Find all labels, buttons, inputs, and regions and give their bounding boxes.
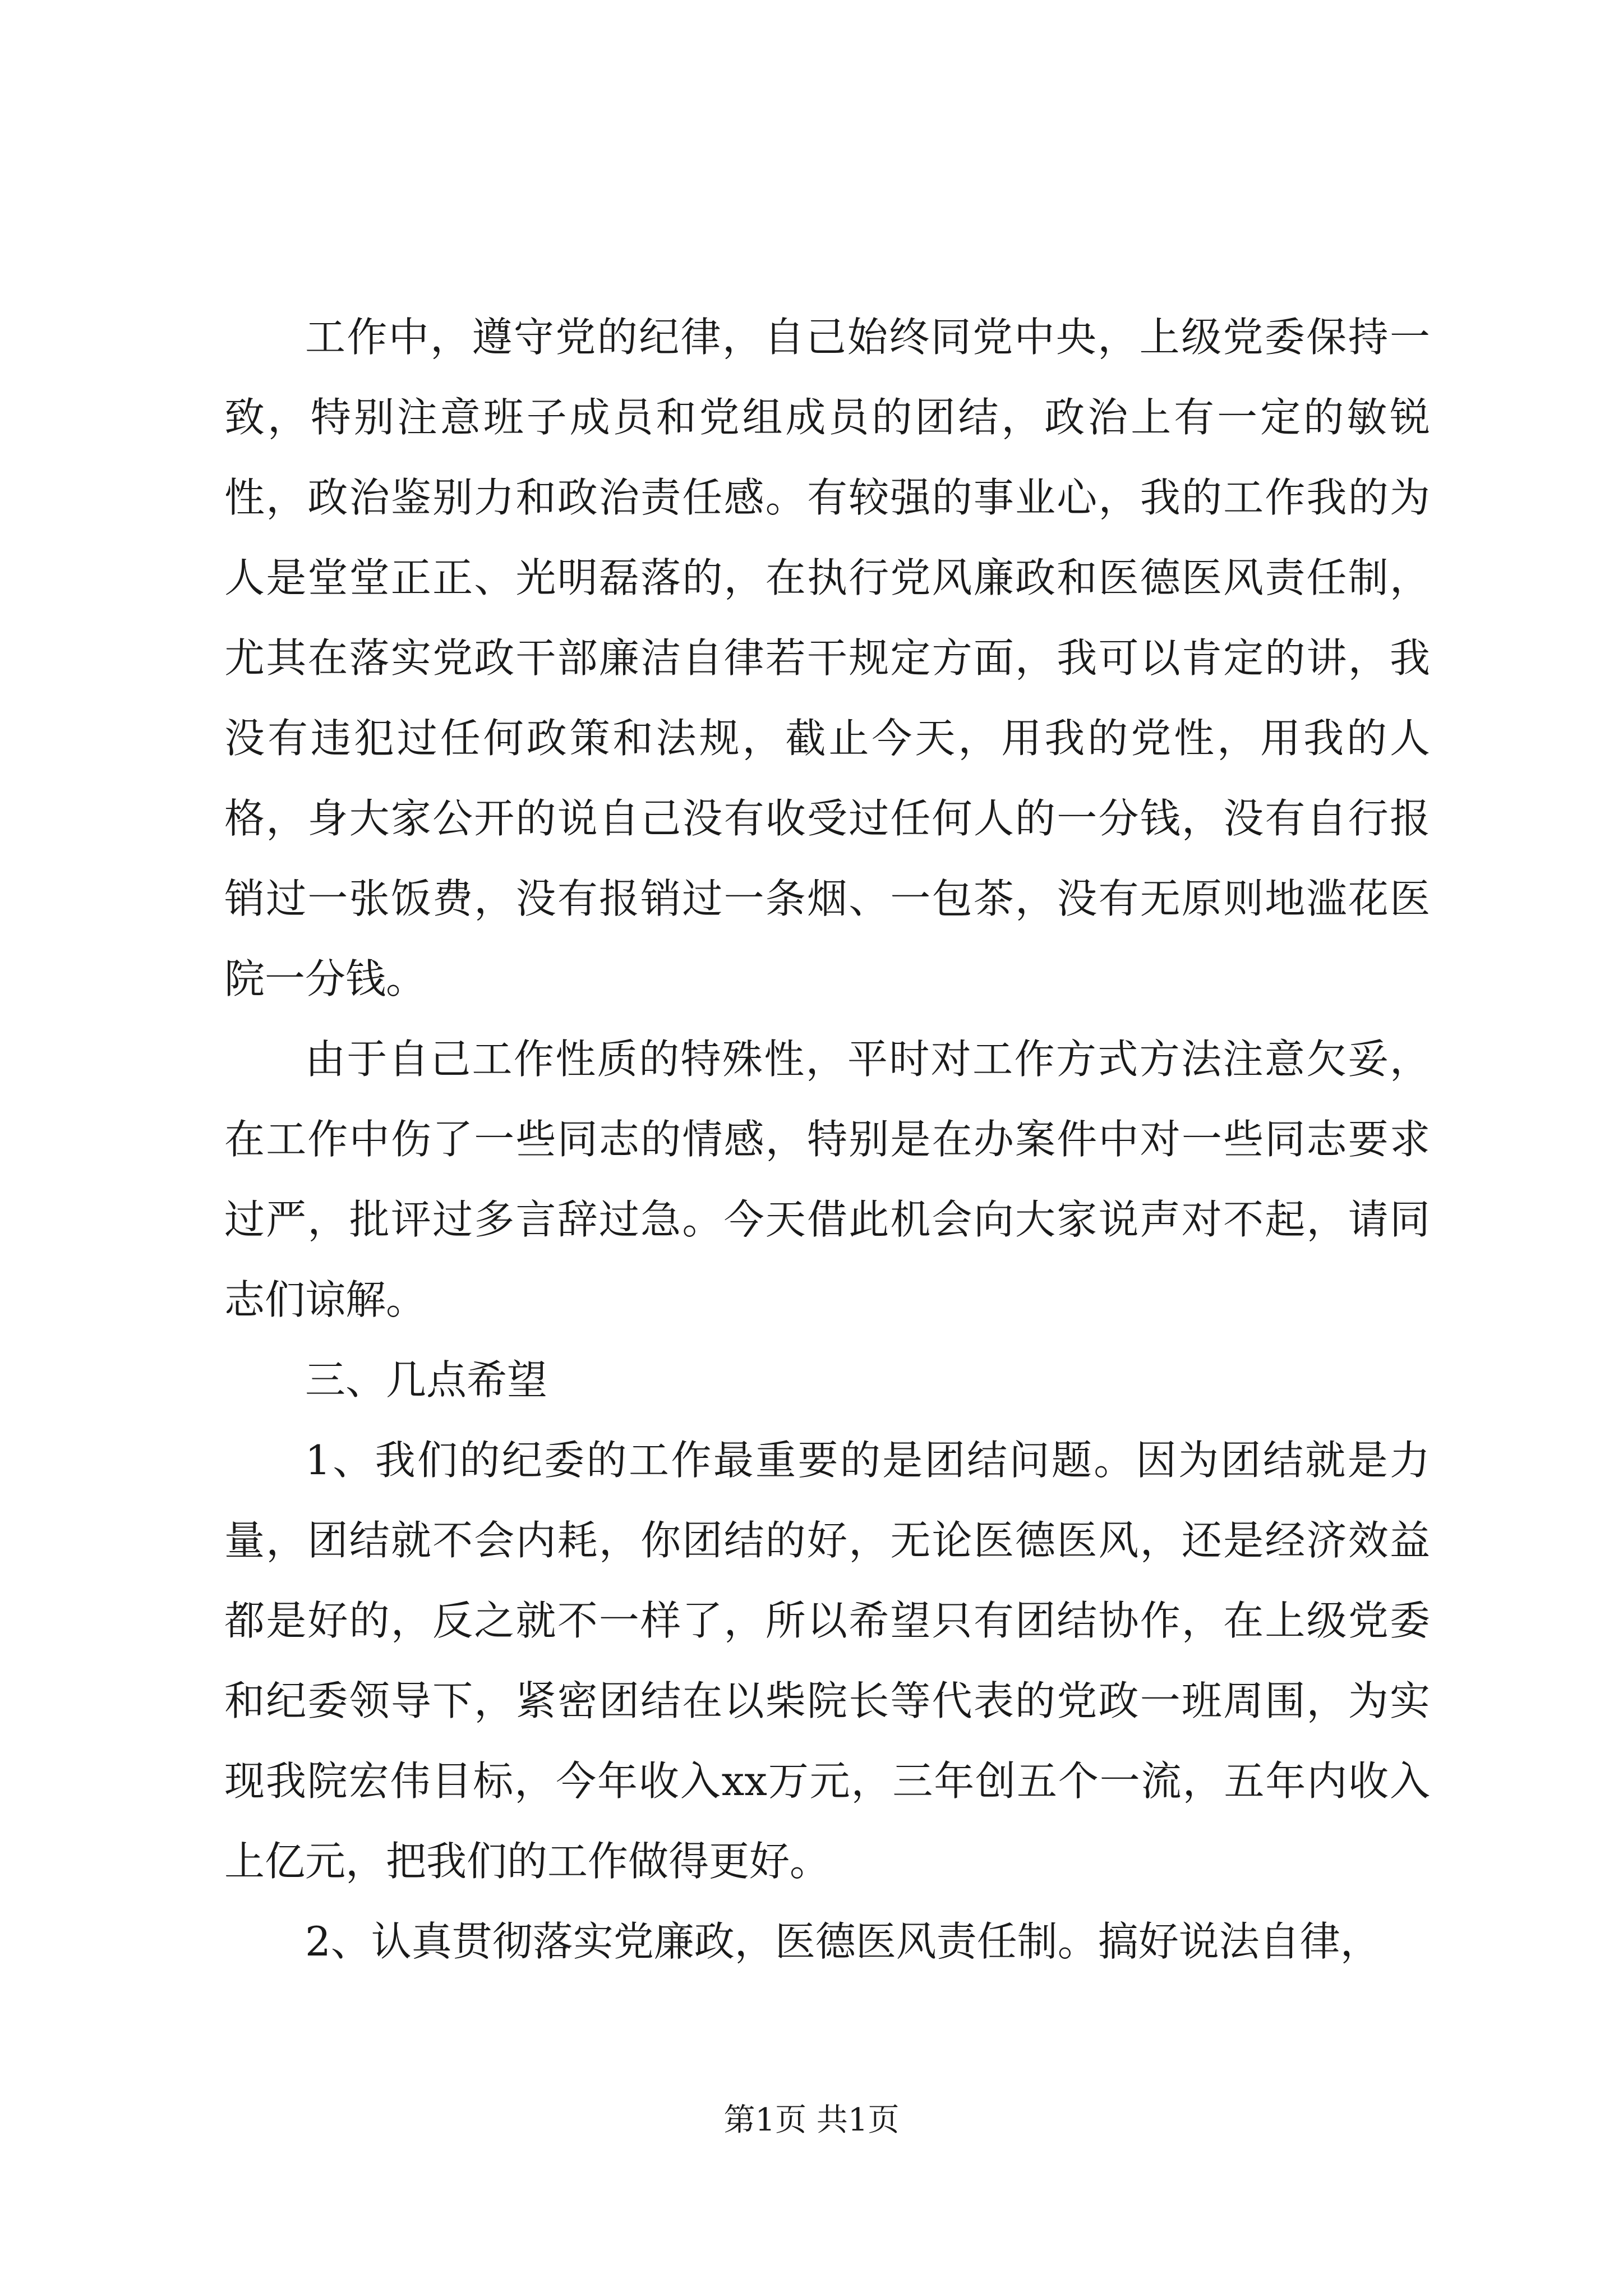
document-body <box>224 297 1430 1982</box>
paragraph-hope-2: 2、认真贯彻落实党廉政，医德医风责任制。搞好说法自律， <box>305 1918 1381 1965</box>
page-footer: 第1页 共1页 <box>723 2102 900 2138</box>
paragraph-hope-1: 1、我们的纪委的工作最重要的是团结问题。因为团结就是力量，团结就不会内耗，你团结的好，无论医德医风，还是经济效益都是好的，反之就不一样了，所以希望只有团结协作，在上级党委和纪委领导下，紧密团结在以柴院长等代表的党政一班周围，为实现我院宏伟目标，今年收入xx万元，三年创五个一流，五年内收入上亿元，把我们的工作做得更好。 <box>224 1437 1430 1885</box>
section-heading-hopes: 三、几点希望 <box>305 1356 548 1404</box>
paragraph-apology: 由于自己工作性质的特殊性，平时对工作方式方法注意欠妥，在工作中伤了一些同志的情感，特别是在办案件中对一些同志要求过严，批评过多言辞过急。今天借此机会向大家说声对不起，请同志们谅解。 <box>224 1036 1430 1323</box>
paragraph-discipline: 工作中，遵守党的纪律，自己始终同党中央，上级党委保持一致，特别注意班子成员和党组成员的团结，政治上有一定的敏锐性，政治鉴别力和政治责任感。有较强的事业心，我的工作我的为人是堂堂正正、光明磊落的，在执行党风廉政和医德医风责任制，尤其在落实党政干部廉洁自律若干规定方面，我可以肯定的讲，我没有违犯过任何政策和法规，截止今天，用我的党性，用我的人格，身大家公开的说自己没有收受过任何人的一分钱，没有自行报销过一张饭费，没有报销过一条烟、一包茶，没有无原则地滥花医院一分钱。 <box>224 314 1430 1002</box>
